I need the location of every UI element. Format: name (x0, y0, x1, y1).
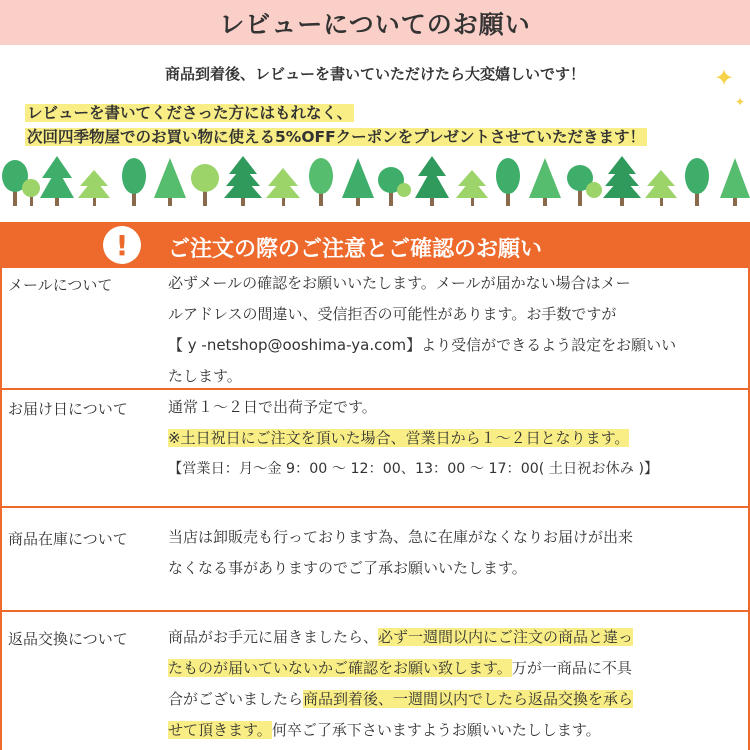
notice-banner (0, 222, 750, 268)
promo-line-2: 次回四季物屋でのお買い物に使える5%OFFクーポンをプレゼントさせていただきます！ (27, 128, 646, 146)
notice-title: ご注文の際のご注意とご確認のお願い (168, 237, 543, 262)
sparkle-small-icon: ✦ (735, 95, 746, 109)
tree-row-illustration (0, 152, 750, 208)
row-body-delivery (168, 392, 742, 485)
delivery-line-2-highlight: ※土日祝日にご注文を頂いた場合、営業日から１～２日となります。 (168, 429, 630, 447)
mail-line-4: たします。 (168, 367, 242, 385)
tree-icon (309, 158, 333, 206)
row-body-mail (168, 268, 742, 392)
tree-icon (342, 158, 374, 206)
tree-icon (567, 165, 602, 206)
returns-line-2-text: 万が一商品に不具 (511, 659, 632, 677)
delivery-line-1: 通常１～２日で出荷予定です。 (168, 398, 377, 416)
exclamation-icon: ! (103, 226, 141, 264)
tree-icon (40, 156, 74, 206)
row-label-delivery: お届け日について (8, 400, 128, 418)
sparkle-icon: ✦ (714, 64, 735, 92)
mail-line-3: 【 y -netshop@ooshima-ya.com】より受信ができるよう設定をお願いい (168, 336, 677, 354)
tree-icon (720, 158, 750, 206)
mail-line-1: 必ずメールの確認をお願いいたします。メールが届かない場合はメー (168, 274, 631, 292)
tree-icon (456, 170, 488, 206)
row-label-mail: メールについて (8, 276, 113, 294)
returns-line-3-highlight: 商品到着後、一週間以内でしたら返品交換を承ら (303, 690, 634, 708)
delivery-line-3: 【営業日：月～金 9：00 ～ 12：00、13：00 ～ 17：00( 土日祝お休み )】 (168, 461, 659, 477)
tree-icon (224, 156, 262, 206)
row-body-stock (168, 522, 742, 584)
returns-line-3-text: 合がございましたら (168, 690, 304, 708)
tree-icon (529, 158, 561, 206)
returns-line-2-highlight: たものが届いていないかご確認をお願い致します。 (168, 659, 512, 677)
notice-row-returns (2, 612, 748, 750)
promo-line-1: レビューを書いてくださった方にはもれなく、 (27, 104, 353, 122)
row-label-returns: 返品交換について (8, 630, 128, 648)
tree-icon (496, 158, 520, 206)
stock-line-1: 当店は卸販売も行っております為、急に在庫がなくなりお届けが出来 (168, 528, 634, 546)
tree-icon (22, 179, 40, 206)
tree-icon (685, 158, 709, 206)
notice-row-delivery (2, 390, 748, 508)
notice-row-stock (2, 508, 748, 612)
notice-row-mail (2, 268, 748, 390)
tree-icon (122, 158, 146, 206)
tree-icon (191, 164, 219, 206)
notice-table (0, 268, 750, 750)
tree-icon (266, 168, 300, 206)
returns-line-4-text: 何卒ご了承下さいますようお願いいたしします。 (271, 721, 601, 739)
row-body-returns (168, 622, 742, 746)
returns-line-1-highlight: 必ず一週間以内にご注文の商品と違っ (378, 628, 634, 646)
mail-line-2: ルアドレスの間違い、受信拒否の可能性があります。お手数ですが (168, 305, 617, 323)
coupon-promo (25, 101, 735, 149)
review-header (0, 0, 750, 45)
tree-icon (378, 167, 411, 206)
returns-line-1-text: 商品がお手元に届きましたら、 (168, 628, 379, 646)
row-label-stock: 商品在庫について (8, 530, 128, 548)
tree-icon (645, 170, 677, 206)
stock-line-2: なくなる事がありますのでご了承お願いいたします。 (168, 559, 527, 577)
tree-icon (415, 156, 449, 206)
tree-icon (154, 158, 186, 206)
tree-icon (603, 156, 641, 206)
review-subtitle: 商品到着後、レビューを書いていただけたら大変嬉しいです！ (164, 65, 585, 83)
tree-icon (78, 170, 110, 206)
review-title: レビューについてのお願い (219, 9, 531, 39)
returns-line-4-highlight: せて頂きます。 (168, 721, 272, 739)
